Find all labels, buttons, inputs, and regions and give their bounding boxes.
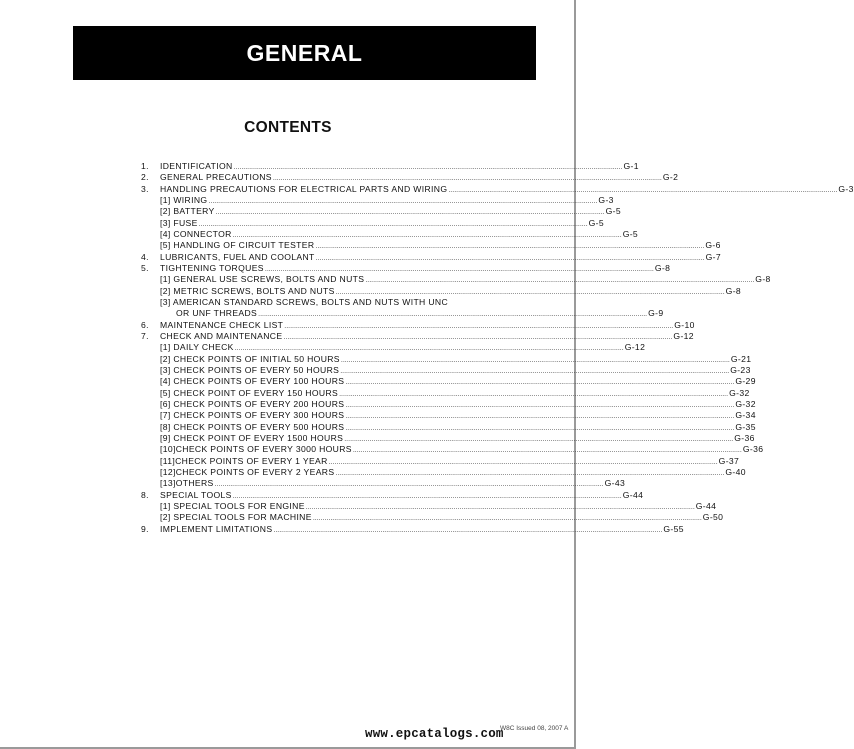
toc-entry-page: G-10 [674,319,695,330]
toc-entry-number: 5. [141,262,149,273]
toc-dot-leader: ........................................................................................................................................................................................................ [258,311,648,319]
toc-entry[interactable] [141,500,717,512]
toc-entry-title: [1] WIRING [160,194,208,205]
toc-dot-leader: ........................................................................................................................................................................................................ [232,492,622,500]
toc-dot-leader: ........................................................................................................................................................................................................ [273,526,663,534]
toc-dot-leader: ........................................................................................................................................................................................................ [335,288,725,296]
toc-entry-page: G-23 [730,364,751,375]
toc-entry-page: G-1 [623,161,639,171]
toc-dot-leader: ........................................................................................................................................................................................................ [198,220,588,228]
toc-entry-title: HANDLING PRECAUTIONS FOR ELECTRICAL PARTS AND WIRING [160,183,448,194]
toc-entry[interactable] [141,353,752,365]
toc-entry[interactable] [141,251,722,263]
toc-entry-title: MAINTENANCE CHECK LIST [160,319,284,330]
toc-dot-leader: ........................................................................................................................................................................................................ [283,333,673,341]
toc-entry-number: 6. [141,319,149,330]
toc-entry[interactable] [141,364,751,376]
toc-entry-page: G-32 [729,387,750,398]
toc-entry[interactable] [141,478,626,489]
toc-entry[interactable] [141,444,764,455]
toc-dot-leader: ........................................................................................................................................................................................................ [264,265,654,273]
toc-entry[interactable] [141,523,684,535]
toc-entry[interactable] [141,512,724,523]
toc-entry-number: 3. [141,183,149,194]
toc-entry[interactable] [141,432,755,444]
toc-entry-number: 4. [141,251,149,262]
toc-entry-title: SPECIAL TOOLS [160,489,232,500]
toc-entry-page: G-7 [705,251,722,262]
contents-heading: CONTENTS [244,119,332,136]
toc-entry[interactable] [141,172,679,183]
toc-entry[interactable] [141,194,614,206]
toc-dot-leader: ........................................................................................................................................................................................................ [339,390,729,398]
toc-entry-title: [11]CHECK POINTS OF EVERY 1 YEAR [160,455,328,466]
toc-entry-number: 2. [141,172,149,183]
toc-entry-title: GENERAL PRECAUTIONS [160,172,272,183]
toc-entry-page: G-3 [598,194,614,205]
toc-entry-page: G-36 [734,432,755,443]
toc-entry[interactable] [141,387,750,399]
toc-dot-leader: ........................................................................................................................................................................................................ [345,424,735,432]
toc-entry-title: [2] METRIC SCREWS, BOLTS AND NUTS [160,285,335,296]
toc-entry-page: G-6 [705,240,721,251]
toc-entry-title: [2] CHECK POINTS OF INITIAL 50 HOURS [160,353,340,364]
toc-entry-page: G-44 [622,489,644,500]
toc-entry-title: [3] FUSE [160,217,198,228]
toc-entry-page: G-5 [588,217,605,228]
toc-entry[interactable] [141,308,664,319]
toc-dot-leader: ........................................................................................................................................................................................................ [365,277,755,285]
section-header-bar [73,26,536,80]
issue-footer: W8C Issued 08, 2007 A [500,725,569,732]
toc-entry-title: OR UNF THREADS [176,308,258,319]
toc-entry[interactable] [141,217,605,229]
toc-entry-page: G-40 [725,466,746,477]
toc-entry[interactable] [141,319,695,331]
toc-dot-leader: ........................................................................................................................................................................................................ [345,413,735,421]
toc-entry-page: G-37 [718,455,740,466]
toc-entry-page: G-12 [624,342,646,353]
toc-entry-page: G-9 [648,308,664,319]
toc-entry-page: G-2 [662,172,679,183]
toc-entry-page: G-32 [735,398,756,409]
toc-entry[interactable] [141,330,694,342]
toc-entry-title: [5] HANDLING OF CIRCUIT TESTER [160,240,315,251]
toc-entry-page: G-3 [838,183,854,194]
toc-entry[interactable] [141,262,671,274]
toc-entry-title: [3] CHECK POINTS OF EVERY 50 HOURS [160,364,340,375]
section-title: GENERAL [246,39,363,66]
toc-entry[interactable] [141,410,756,421]
toc-entry-title: [5] CHECK POINT OF EVERY 150 HOURS [160,387,339,398]
toc-entry[interactable] [141,183,854,195]
toc-dot-leader: ........................................................................................................................................................................................................ [215,209,605,217]
toc-dot-leader: ........................................................................................................................................................................................................ [345,401,735,409]
toc-entry-page: G-34 [735,410,756,421]
toc-entry[interactable] [141,161,639,172]
toc-entry[interactable] [141,489,644,501]
toc-entry-title: [9] CHECK POINT OF EVERY 1500 HOURS [160,432,344,443]
toc-entry[interactable] [141,455,740,467]
toc-entry-title: [13]OTHERS [160,478,214,489]
toc-entry-title: [7] CHECK POINTS OF EVERY 300 HOURS [160,410,345,421]
toc-dot-leader: ........................................................................................................................................................................................................ [448,186,838,194]
toc-dot-leader: ........................................................................................................................................................................................................ [328,458,718,466]
toc-entry-title: [4] CONNECTOR [160,228,232,239]
toc-entry-title: LUBRICANTS, FUEL AND COOLANT [160,251,315,262]
toc-entry-title: [12]CHECK POINTS OF EVERY 2 YEARS [160,466,335,477]
toc-dot-leader: ........................................................................................................................................................................................................ [345,379,735,387]
toc-entry-number: 1. [141,161,149,171]
toc-entry-page: G-8 [725,285,742,296]
toc-dot-leader: ........................................................................................................................................................................................................ [233,164,623,171]
toc-dot-leader: ........................................................................................................................................................................................................ [312,515,702,523]
toc-entry-page: G-8 [654,262,671,273]
toc-entry-title: [1] SPECIAL TOOLS FOR ENGINE [160,500,305,511]
toc-entry[interactable] [141,274,771,285]
toc-entry-title: IDENTIFICATION [160,161,233,171]
toc-entry[interactable] [141,285,742,297]
toc-entry-title: [1] GENERAL USE SCREWS, BOLTS AND NUTS [160,274,365,285]
toc-entry-title: [8] CHECK POINTS OF EVERY 500 HOURS [160,421,345,432]
toc-entry-title: [6] CHECK POINTS OF EVERY 200 HOURS [160,398,345,409]
toc-entry-title: [2] BATTERY [160,206,215,217]
toc-entry-title: [1] DAILY CHECK [160,342,234,353]
toc-dot-leader: ........................................................................................................................................................................................................ [352,447,742,455]
toc-entry-number: 7. [141,330,149,341]
toc-entry-page: G-36 [742,444,764,455]
toc-dot-leader: ........................................................................................................................................................................................................ [315,243,705,251]
toc-entry[interactable] [141,206,621,217]
toc-dot-leader: ........................................................................................................................................................................................................ [232,231,622,239]
table-of-contents [141,161,854,535]
toc-entry-page: G-29 [735,376,756,387]
watermark-text: www.epcatalogs.com [365,727,504,741]
toc-entry-page: G-43 [604,478,626,489]
toc-entry-page: G-5 [605,206,621,217]
toc-entry[interactable] [141,376,756,387]
toc-entry[interactable] [141,228,639,240]
toc-dot-leader: ........................................................................................................................................................................................................ [335,469,725,477]
toc-dot-leader: ........................................................................................................................................................................................................ [340,367,730,375]
toc-entry-page: G-44 [695,500,717,511]
toc-entry[interactable] [141,398,756,410]
toc-dot-leader: ........................................................................................................................................................................................................ [234,345,624,353]
toc-entry-title: [3] AMERICAN STANDARD SCREWS, BOLTS AND NUTS WITH UNC [160,296,449,307]
toc-dot-leader: ........................................................................................................................................................................................................ [214,481,604,489]
toc-dot-leader: ........................................................................................................................................................................................................ [284,322,674,330]
toc-dot-leader: ........................................................................................................................................................................................................ [272,175,662,183]
toc-entry-title: TIGHTENING TORQUES [160,262,264,273]
toc-entry-number: 9. [141,523,149,534]
toc-entry-title: [2] SPECIAL TOOLS FOR MACHINE [160,512,312,523]
toc-dot-leader: ........................................................................................................................................................................................................ [344,435,734,443]
toc-dot-leader: ........................................................................................................................................................................................................ [208,197,598,205]
toc-entry[interactable] [141,466,746,478]
toc-entry-page: G-55 [663,523,684,534]
toc-entry-page: G-21 [730,353,752,364]
toc-entry[interactable] [141,297,499,308]
toc-entry-number: 8. [141,489,149,500]
toc-entry-page: G-12 [673,330,694,341]
toc-dot-leader: ........................................................................................................................................................................................................ [305,503,695,511]
toc-entry-title: IMPLEMENT LIMITATIONS [160,523,273,534]
toc-entry-page: G-8 [755,274,771,285]
toc-dot-leader: ........................................................................................................................................................................................................ [340,356,730,364]
toc-entry-page: G-35 [735,421,756,432]
toc-dot-leader: ........................................................................................................................................................................................................ [315,254,705,262]
toc-entry[interactable] [141,421,756,433]
toc-entry-page: G-5 [622,228,639,239]
toc-entry[interactable] [141,240,721,251]
toc-entry-title: CHECK AND MAINTENANCE [160,330,283,341]
toc-entry-page: G-50 [702,512,724,523]
toc-entry[interactable] [141,342,646,353]
toc-entry-title: [10]CHECK POINTS OF EVERY 3000 HOURS [160,444,352,455]
toc-entry-title: [4] CHECK POINTS OF EVERY 100 HOURS [160,376,345,387]
